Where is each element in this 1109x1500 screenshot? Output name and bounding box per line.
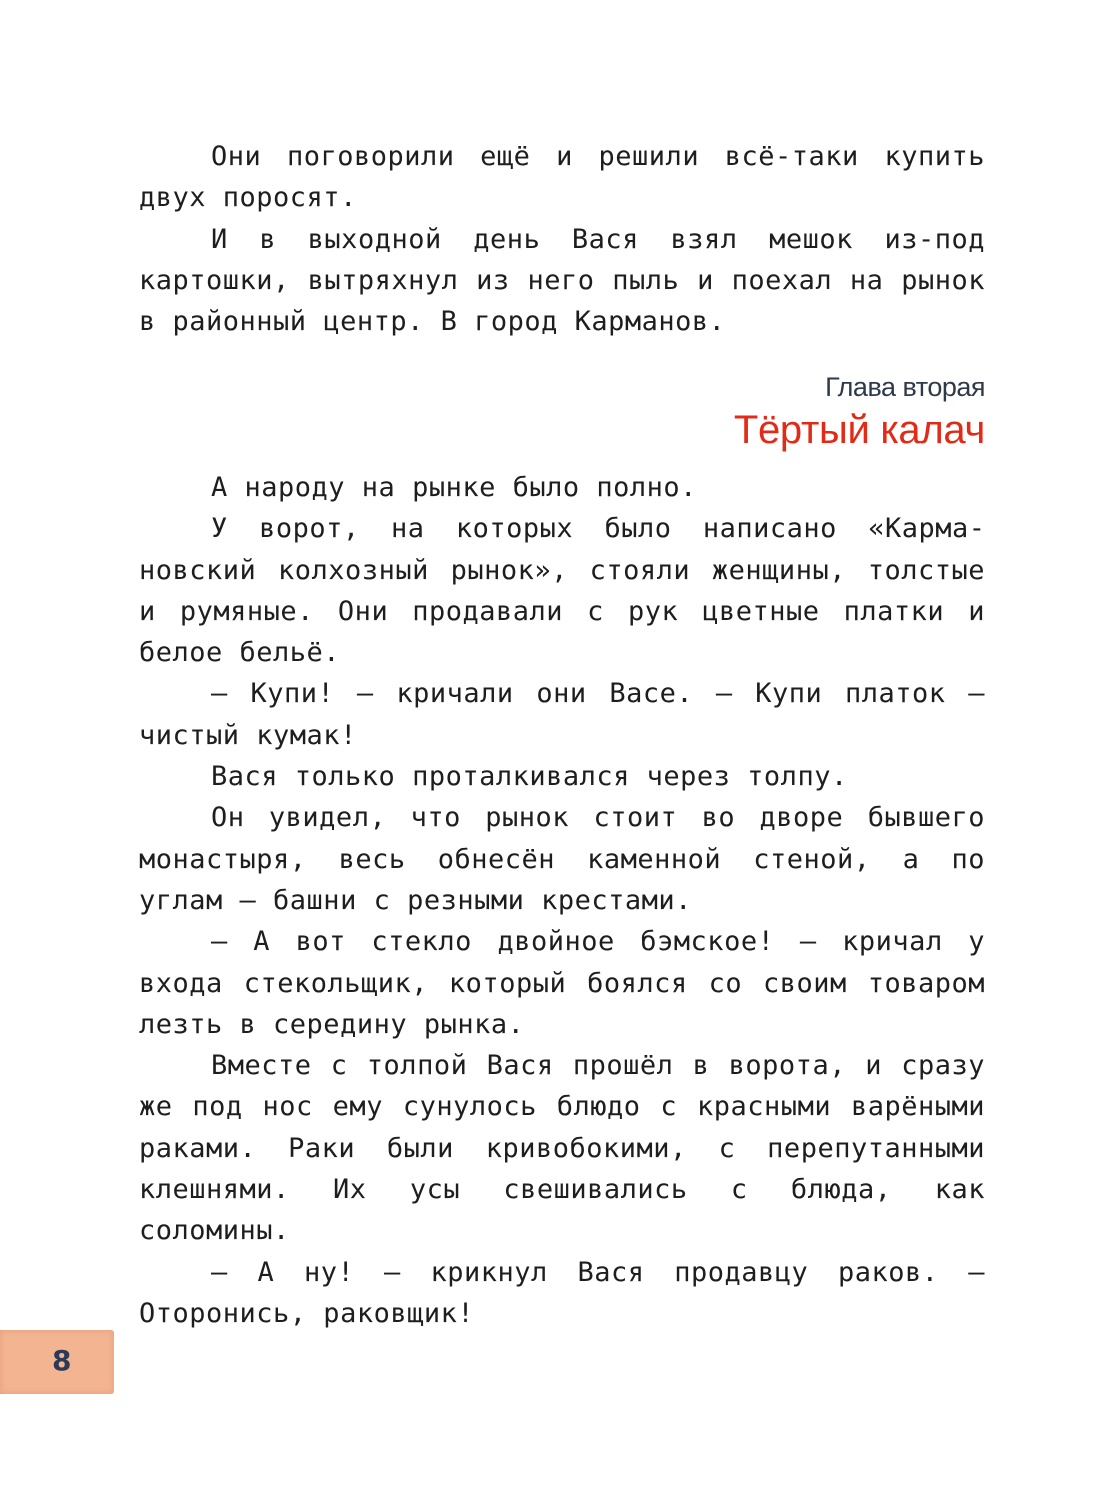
chapter-text-block	[139, 467, 985, 1334]
paragraph: — Купи! — кричали они Васе. — Купи платок — чистый кумак!	[139, 678, 985, 751]
page-number: 8	[52, 1344, 72, 1377]
paragraph: А народу на рынке было полно.	[211, 472, 697, 503]
paragraph: Вася только проталкивался через толпу.	[211, 761, 848, 793]
chapter-title: Тёртый калач	[733, 408, 985, 452]
paragraph: Вместе с толпой Вася прошёл в ворота, и сразу же под нос ему сунулось блюдо с красными варёными раками. Раки были кривобокими, с перепутанными клешнями. Их усы свешивались с блюда, как соломины.	[139, 1050, 985, 1247]
paragraph: Он увидел, что рынок стоит во дворе бывшего монастыря, весь обнесён каменной стеной, а по углам — башни с резными крестами.	[139, 802, 985, 916]
paragraph: — А ну! — крикнул Вася продавцу раков. — Оторонись, раковщик!	[139, 1256, 985, 1329]
paragraph: У ворот, на которых было написано «Кармановский колхозный рынок», стояли женщины, толстые и румяные. Они продавали с рук цветные платки и белое бельё.	[139, 513, 985, 669]
page-number-tab	[0, 1330, 114, 1394]
chapter-header	[734, 367, 985, 453]
paragraph: И в выходной день Вася взял мешок из-под картошки, вытряхнул из него пыль и поехал на рынок в районный центр. В город Карманов.	[139, 223, 985, 338]
top-text-block	[139, 136, 985, 342]
paragraph: Они поговорили ещё и решили всё-таки купить двух поросят.	[139, 141, 985, 214]
paragraph: — А вот стекло двойное бэмское! — кричал у входа стекольщик, который боялся со своим товаром лезть в середину рынка.	[139, 926, 985, 1040]
chapter-label: Глава вторая	[825, 372, 985, 402]
